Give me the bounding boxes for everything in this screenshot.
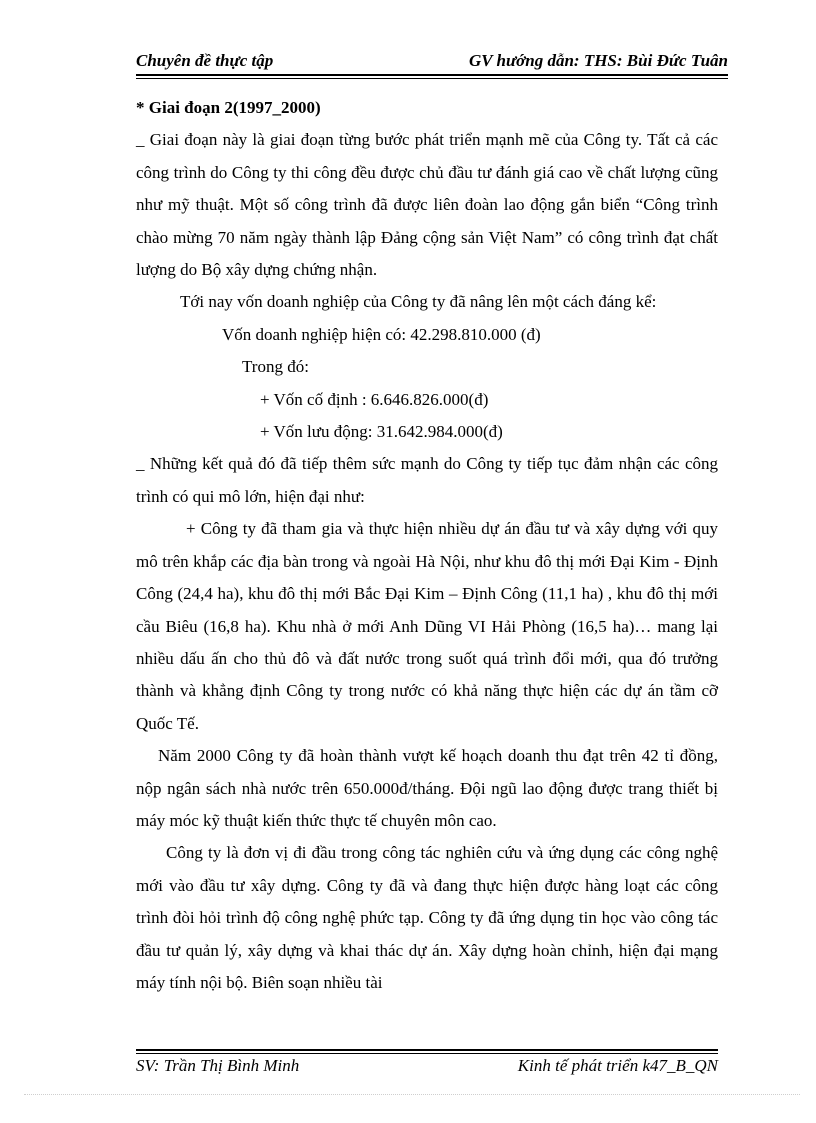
- page-footer: [136, 1054, 718, 1078]
- page-edge-divider: [24, 1094, 800, 1095]
- fixed-capital-item: + Vốn cố định : 6.646.826.000(đ): [260, 389, 489, 409]
- page-body: [136, 92, 718, 999]
- page-header: [136, 48, 728, 74]
- header-supervisor: GV hướng dẫn: THS: Bùi Đức Tuân: [468, 51, 728, 70]
- paragraph-development: _ Giai đoạn này là giai đoạn từng bước phát triển mạnh mẽ của Công ty. Tất cả các công trình do Công ty thi công đều được chủ đầu tư đánh giá cao về chất lượng cũng như mỹ thuật. Một số công trình đã được liên đoàn lao động gắn biển “Công trình chào mừng 70 năm ngày thành lập Đảng cộng sản Việt Nam” có công trình đạt chất lượng do Bộ xây dựng chứng nhận.: [136, 130, 718, 280]
- header-rule: [136, 74, 728, 79]
- paragraph-capital-intro: Tới nay vốn doanh nghiệp của Công ty đã nâng lên một cách đáng kể:: [180, 292, 657, 312]
- working-capital-item: + Vốn lưu động: 31.642.984.000(đ): [260, 422, 503, 442]
- footer-class: Kinh tế phát triển k47_B_QN: [517, 1056, 718, 1075]
- capital-breakdown-label: Trong đó:: [242, 357, 309, 377]
- footer-student: SV: Trần Thị Bình Minh: [136, 1056, 300, 1075]
- section-heading: * Giai đoạn 2(1997_2000): [136, 98, 321, 117]
- paragraph-results: _ Những kết quả đó đã tiếp thêm sức mạnh do Công ty tiếp tục đảm nhận các công trình có qui mô lớn, hiện đại như:: [136, 454, 718, 506]
- capital-total: Vốn doanh nghiệp hiện có: 42.298.810.000 (đ): [222, 324, 541, 344]
- paragraph-technology: Công ty là đơn vị đi đầu trong công tác nghiên cứu và ứng dụng các công nghệ mới vào đầu tư xây dựng. Công ty đã và đang thực hiện được hàng loạt các công trình đòi hỏi trình độ công nghệ phức tạp. Công ty đã ứng dụng tin học vào công tác đầu tư quản lý, xây dựng và khai thác dự án. Xây dựng hoàn chỉnh, hiện đại mạng máy tính nội bộ. Biên soạn nhiều tài: [136, 843, 718, 992]
- paragraph-year-2000: Năm 2000 Công ty đã hoàn thành vượt kế hoạch doanh thu đạt trên 42 tỉ đồng, nộp ngân sách nhà nước trên 650.000đ/tháng. Đội ngũ lao động được trang thiết bị máy móc kỹ thuật kiến thức thực tế chuyên môn cao.: [136, 746, 718, 830]
- header-topic: Chuyên đề thực tập: [136, 51, 274, 70]
- paragraph-projects: + Công ty đã tham gia và thực hiện nhiều dự án đầu tư và xây dựng với quy mô trên khắp các địa bàn trong và ngoài Hà Nội, như khu đô thị mới Đại Kim - Định Công (24,4 ha), khu đô thị mới Bắc Đại Kim – Định Công (11,1 ha) , khu đô thị mới cầu Biêu (16,8 ha). Khu nhà ở mới Anh Dũng VI Hải Phòng (16,5 ha)… mang lại nhiều dấu ấn cho thủ đô và đất nước trong suốt quá trình đổi mới, qua đó trưởng thành và khẳng định Công ty trong nước có khả năng thực hiện các dự án tầm cỡ Quốc Tế.: [136, 519, 718, 733]
